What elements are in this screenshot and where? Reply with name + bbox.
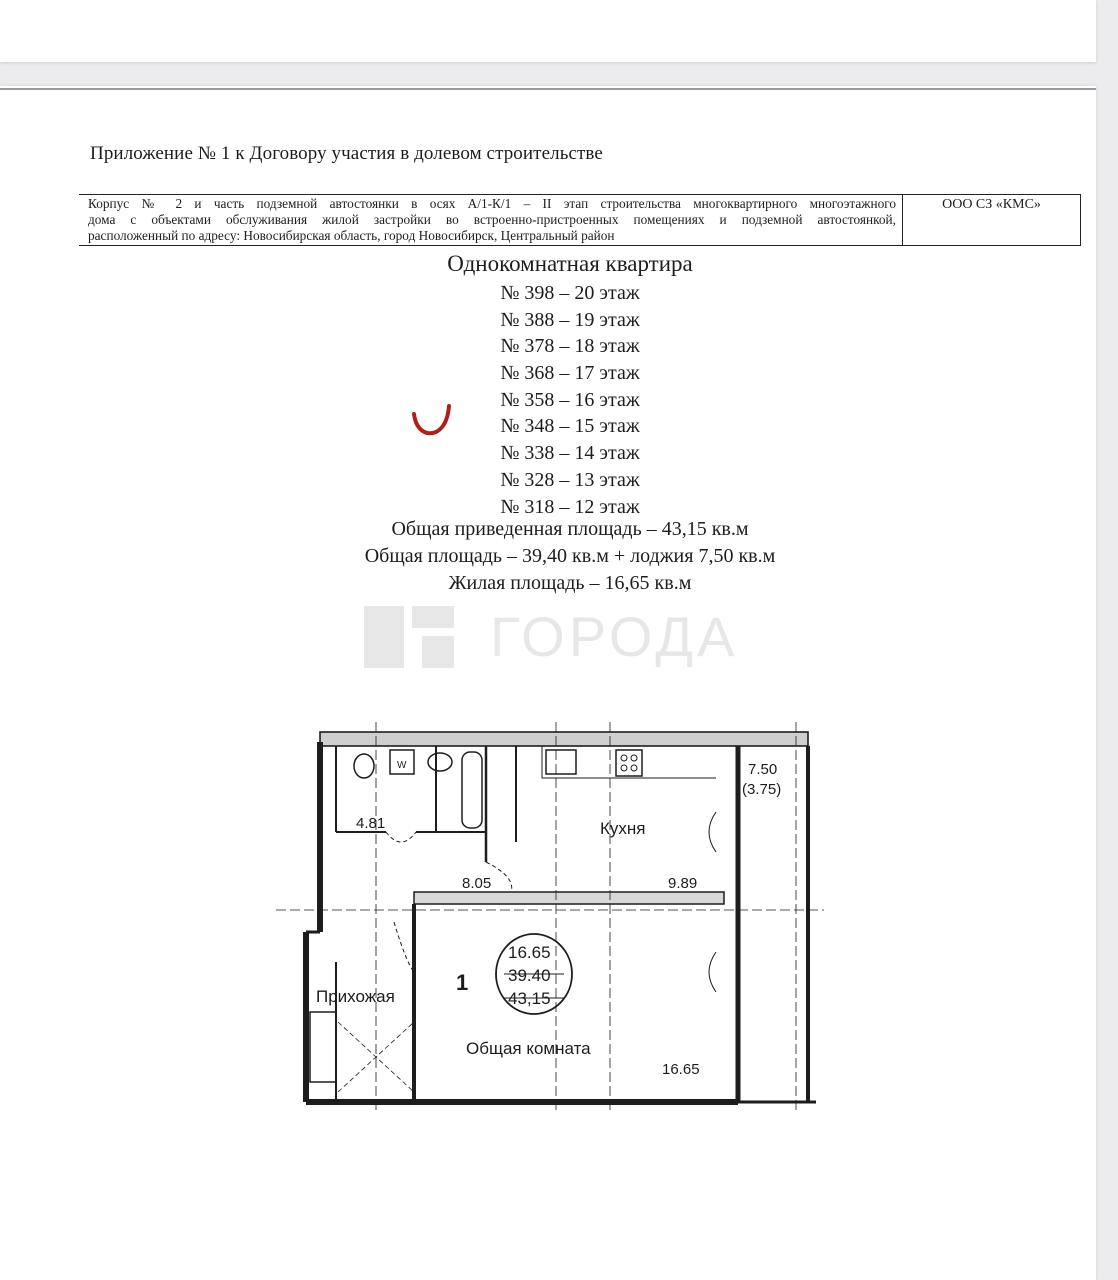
bathtub: [462, 752, 482, 828]
info-table: [79, 194, 1081, 246]
loggia-area: 7.50: [748, 761, 778, 778]
watermark: [364, 604, 764, 674]
bathroom-area: 4.81: [356, 815, 386, 832]
apartment-type-title: Однокомнатная квартира: [447, 251, 693, 276]
room-number: 1: [456, 970, 469, 995]
checkmark-icon: [408, 402, 458, 442]
apartment-list: [0, 280, 1118, 520]
apartment-list-item: № 368 – 17 этаж: [500, 362, 640, 385]
oval-reduced-area: 43,15: [508, 989, 551, 1008]
document-title: Приложение № 1 к Договору участия в долевом строительстве: [90, 143, 603, 164]
kitchen-sink: [546, 750, 576, 774]
living-room-label: Общая комната: [466, 1039, 591, 1058]
page-top-border: [0, 88, 1096, 90]
apartment-list-item: № 318 – 12 этаж: [500, 495, 640, 518]
kitchen-area: 9.89: [668, 875, 698, 892]
apartment-list-item: № 328 – 13 этаж: [500, 468, 640, 491]
object-description-line: дома с объектами обслуживания жилой застройки во встроенно-пристроенных помещениях и подземной автостоянкой,: [88, 212, 896, 227]
stove: [616, 750, 642, 776]
total-area: Общая площадь – 39,40 кв.м + лоджия 7,50 кв.м: [364, 545, 776, 567]
kitchen-label: Кухня: [600, 819, 646, 838]
oval-living-area: 16.65: [508, 943, 551, 962]
loggia-reduced-area: (3.75): [742, 781, 782, 798]
wardrobe: [310, 1012, 336, 1082]
apartment-list-item: № 378 – 18 этаж: [500, 335, 640, 358]
object-description-line: расположенный по адресу: Новосибирская область, город Новосибирск, Центральный район: [88, 228, 615, 243]
object-description-line: Корпус № 2 и часть подземной автостоянки в осях А/1-К/1 – II этап строительства многоквартирного многоэтажного: [88, 196, 896, 211]
developer-name: ООО СЗ «КМС»: [942, 197, 1041, 212]
toilet: [354, 754, 374, 778]
apartment-list-item: № 358 – 16 этаж: [500, 388, 640, 411]
top-wall: [320, 732, 808, 746]
floor-plan: [276, 722, 826, 1112]
washer-label: W: [397, 760, 407, 771]
hall-area: 8.05: [462, 875, 492, 892]
hallway-label: Прихожая: [316, 987, 395, 1006]
object-description: [79, 195, 903, 245]
watermark-text: ГОРОДА: [490, 605, 739, 668]
apartment-list-item: № 398 – 20 этаж: [500, 282, 640, 304]
apartment-list-item: № 338 – 14 этаж: [500, 442, 640, 465]
document-page: [0, 86, 1096, 1280]
sink: [428, 753, 452, 771]
living-area: Жилая площадь – 16,65 кв.м: [448, 572, 692, 594]
reduced-area: Общая приведенная площадь – 43,15 кв.м: [391, 518, 749, 540]
logo-icon: [364, 606, 454, 668]
room-divider-wall: [414, 892, 724, 904]
previous-page: [0, 0, 1096, 62]
oval-total-area: 39.40: [508, 966, 551, 985]
living-room-area: 16.65: [662, 1061, 700, 1078]
apartment-list-item: № 348 – 15 этаж: [500, 415, 640, 438]
apartment-list-item: № 388 – 19 этаж: [500, 308, 640, 331]
